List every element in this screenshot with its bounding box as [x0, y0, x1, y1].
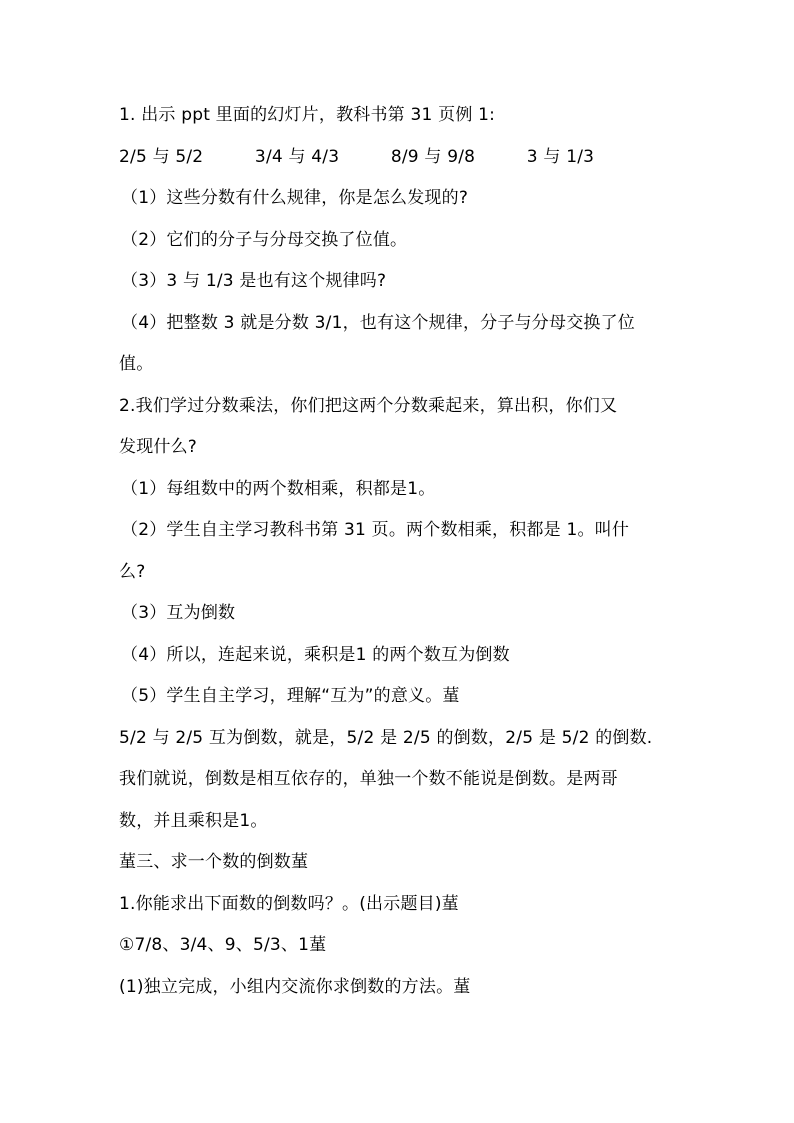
text-line: （1）这些分数有什么规律，你是怎么发现的?: [121, 188, 469, 208]
section-heading: 蓳三、求一个数的倒数蓳: [119, 852, 309, 872]
text-line: 么?: [119, 562, 146, 582]
text-line: （2）它们的分子与分母交换了位值。: [121, 230, 408, 250]
text-line: 值。: [119, 354, 154, 374]
text-line: ①7/8、3/4、9、5/3、1蓳: [119, 935, 327, 955]
text-line: 发现什么?: [119, 437, 198, 457]
text-line: 1.你能求出下面数的倒数吗？。(出示题目)蓳: [119, 894, 459, 914]
text-line: （3）互为倒数: [121, 603, 236, 623]
text-line: （4）把整数 3 就是分数 3/1，也有这个规律，分子与分母交换了位: [121, 313, 636, 333]
text-line: 2/5 与 5/2 3/4 与 4/3 8/9 与 9/8 3 与 1/3: [119, 147, 595, 167]
text-line: 2.我们学过分数乘法，你们把这两个分数乘起来，算出积，你们又: [119, 396, 618, 416]
text-line: 数，并且乘积是1。: [119, 811, 268, 831]
text-line: （5）学生自主学习，理解“互为”的意义。蓳: [121, 686, 460, 706]
text-line: 1. 出示 ppt 里面的幻灯片，教科书第 31 页例 1:: [119, 105, 496, 125]
text-line: 我们就说，倒数是相互依存的，单独一个数不能说是倒数。是两哥: [119, 769, 618, 789]
text-line: （2）学生自主学习教科书第 31 页。两个数相乘，积都是 1。叫什: [121, 520, 630, 540]
text-line: (1)独立完成，小组内交流你求倒数的方法。蓳: [119, 977, 471, 997]
text-line: 5/2 与 2/5 互为倒数，就是，5/2 是 2/5 的倒数，2/5 是 5/2 的倒数.: [119, 728, 653, 748]
text-line: （3）3 与 1/3 是也有这个规律吗?: [121, 271, 387, 291]
text-line: （4）所以，连起来说，乘积是1 的两个数互为倒数: [121, 645, 510, 665]
text-line: （1）每组数中的两个数相乘，积都是1。: [121, 479, 436, 499]
